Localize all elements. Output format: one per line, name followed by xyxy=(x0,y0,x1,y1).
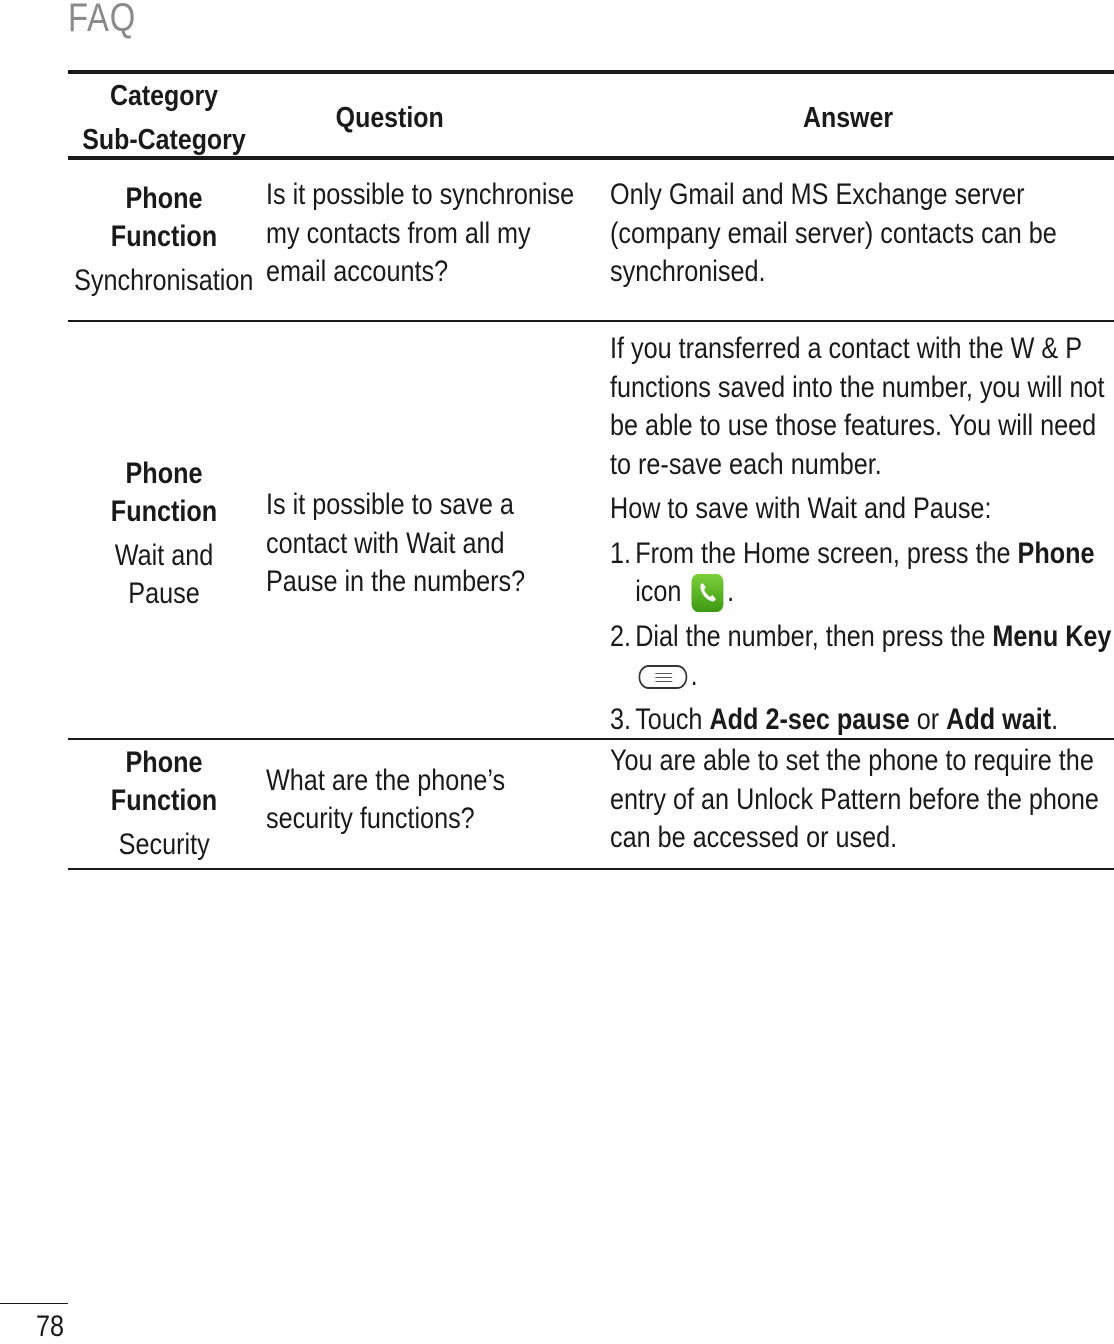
step-end: . xyxy=(727,575,735,608)
sub-category-label: Synchronisation xyxy=(74,264,254,297)
step-2 xyxy=(610,618,1114,695)
table-row xyxy=(68,322,1114,740)
question-text: Is it possible to save a contact with Wait and Pause in the numbers? xyxy=(266,488,526,599)
category-label: Phone Function xyxy=(110,746,218,817)
table-header xyxy=(68,70,1114,160)
step-number: 3. xyxy=(610,703,632,737)
header-category-column xyxy=(81,74,246,162)
step-bold: Add wait xyxy=(946,703,1052,737)
page-number: 78 xyxy=(36,1310,65,1343)
category-cell xyxy=(68,322,260,746)
step-bold: Phone xyxy=(1017,536,1095,570)
footer-rule xyxy=(0,1303,68,1304)
answer-intro: If you transferred a contact with the W & P functions saved into the number, you will not be able to use those features. You will need to re-save each number. xyxy=(610,332,1105,481)
step-number: 2. xyxy=(610,620,632,654)
table-row xyxy=(68,740,1114,870)
question-cell xyxy=(260,160,582,320)
answer-text: You are able to set the phone to require the entry of an Unlock Pattern before the phone can be accessed or used. xyxy=(610,744,1099,855)
category-cell xyxy=(68,740,260,868)
header-answer: Answer xyxy=(802,102,894,134)
answer-cell xyxy=(582,740,1114,868)
question-cell xyxy=(260,740,582,868)
sub-category-label: Security xyxy=(118,828,210,861)
question-cell xyxy=(260,322,582,746)
table-row xyxy=(68,160,1114,322)
question-text: What are the phone’s security functions? xyxy=(266,763,506,835)
category-cell xyxy=(68,160,260,320)
step-text: Touch xyxy=(635,703,703,737)
step-text: or xyxy=(916,703,940,737)
menu-key-icon xyxy=(639,665,688,689)
step-1 xyxy=(610,535,1114,613)
phone-handset-glyph xyxy=(698,581,718,605)
answer-text: Only Gmail and MS Exchange server (company email server) contacts can be synchronised. xyxy=(610,178,1057,289)
step-3 xyxy=(610,701,1114,740)
header-sub-category: Sub-Category xyxy=(82,124,246,156)
category-label: Phone Function xyxy=(110,182,218,253)
step-end: . xyxy=(1051,703,1059,737)
answer-block xyxy=(610,330,1114,746)
answer-cell xyxy=(582,160,1114,320)
answer-howto: How to save with Wait and Pause: xyxy=(610,492,992,525)
step-end: . xyxy=(690,658,698,692)
step-number: 1. xyxy=(610,536,632,570)
category-label: Phone Function xyxy=(110,456,218,528)
header-question: Question xyxy=(335,102,444,134)
phone-icon xyxy=(692,574,724,612)
step-bold: Menu Key xyxy=(992,620,1112,654)
question-text: Is it possible to synchronise my contacts from all my email accounts? xyxy=(266,178,575,289)
step-text: icon xyxy=(635,575,682,608)
step-text: From the Home screen, press the xyxy=(635,536,1011,570)
step-text: Dial the number, then press the xyxy=(635,620,986,654)
sub-category-label: Wait and Pause xyxy=(114,538,214,610)
header-category: Category xyxy=(109,80,219,112)
step-bold: Add 2-sec pause xyxy=(709,703,910,737)
answer-cell xyxy=(582,322,1114,746)
faq-table xyxy=(68,70,1114,870)
page-title: FAQ xyxy=(68,0,137,40)
